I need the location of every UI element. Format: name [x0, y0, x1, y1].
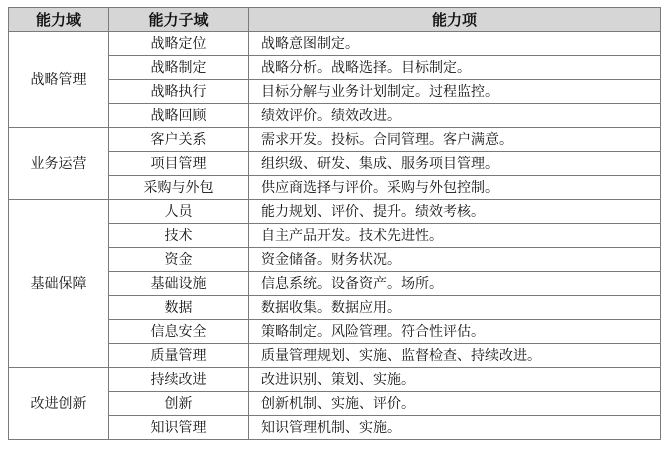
domain-cell: 基础保障 [9, 200, 109, 368]
item-cell: 供应商选择与评价。采购与外包控制。 [249, 176, 661, 200]
table-row [9, 32, 661, 56]
item-cell: 改进识别、策划、实施。 [249, 368, 661, 392]
domain-cell: 战略管理 [9, 32, 109, 128]
item-cell: 知识管理机制、实施。 [249, 416, 661, 440]
item-cell: 战略分析。战略选择。目标制定。 [249, 56, 661, 80]
header-capability-subdomain: 能力子域 [109, 8, 249, 32]
table-row [9, 368, 661, 392]
item-cell: 创新机制、实施、评价。 [249, 392, 661, 416]
subdomain-cell: 质量管理 [109, 344, 249, 368]
item-cell: 组织级、研发、集成、服务项目管理。 [249, 152, 661, 176]
subdomain-cell: 数据 [109, 296, 249, 320]
item-cell: 目标分解与业务计划制定。过程监控。 [249, 80, 661, 104]
subdomain-cell: 持续改进 [109, 368, 249, 392]
subdomain-cell: 客户关系 [109, 128, 249, 152]
table-row [9, 200, 661, 224]
capability-table [8, 7, 661, 440]
subdomain-cell: 人员 [109, 200, 249, 224]
table-row [9, 128, 661, 152]
item-cell: 资金储备。财务状况。 [249, 248, 661, 272]
subdomain-cell: 信息安全 [109, 320, 249, 344]
item-cell: 信息系统。设备资产。场所。 [249, 272, 661, 296]
subdomain-cell: 战略制定 [109, 56, 249, 80]
subdomain-cell: 战略回顾 [109, 104, 249, 128]
item-cell: 数据收集。数据应用。 [249, 296, 661, 320]
item-cell: 能力规划、评价、提升。绩效考核。 [249, 200, 661, 224]
subdomain-cell: 创新 [109, 392, 249, 416]
item-cell: 自主产品开发。技术先进性。 [249, 224, 661, 248]
subdomain-cell: 战略执行 [109, 80, 249, 104]
item-cell: 策略制定。风险管理。符合性评估。 [249, 320, 661, 344]
header-capability-item: 能力项 [249, 8, 661, 32]
item-cell: 战略意图制定。 [249, 32, 661, 56]
subdomain-cell: 采购与外包 [109, 176, 249, 200]
subdomain-cell: 战略定位 [109, 32, 249, 56]
subdomain-cell: 技术 [109, 224, 249, 248]
item-cell: 需求开发。投标。合同管理。客户满意。 [249, 128, 661, 152]
subdomain-cell: 项目管理 [109, 152, 249, 176]
header-capability-domain: 能力域 [9, 8, 109, 32]
domain-cell: 改进创新 [9, 368, 109, 440]
item-cell: 绩效评价。绩效改进。 [249, 104, 661, 128]
subdomain-cell: 资金 [109, 248, 249, 272]
domain-cell: 业务运营 [9, 128, 109, 200]
header-row [9, 8, 661, 32]
subdomain-cell: 知识管理 [109, 416, 249, 440]
subdomain-cell: 基础设施 [109, 272, 249, 296]
item-cell: 质量管理规划、实施、监督检查、持续改进。 [249, 344, 661, 368]
